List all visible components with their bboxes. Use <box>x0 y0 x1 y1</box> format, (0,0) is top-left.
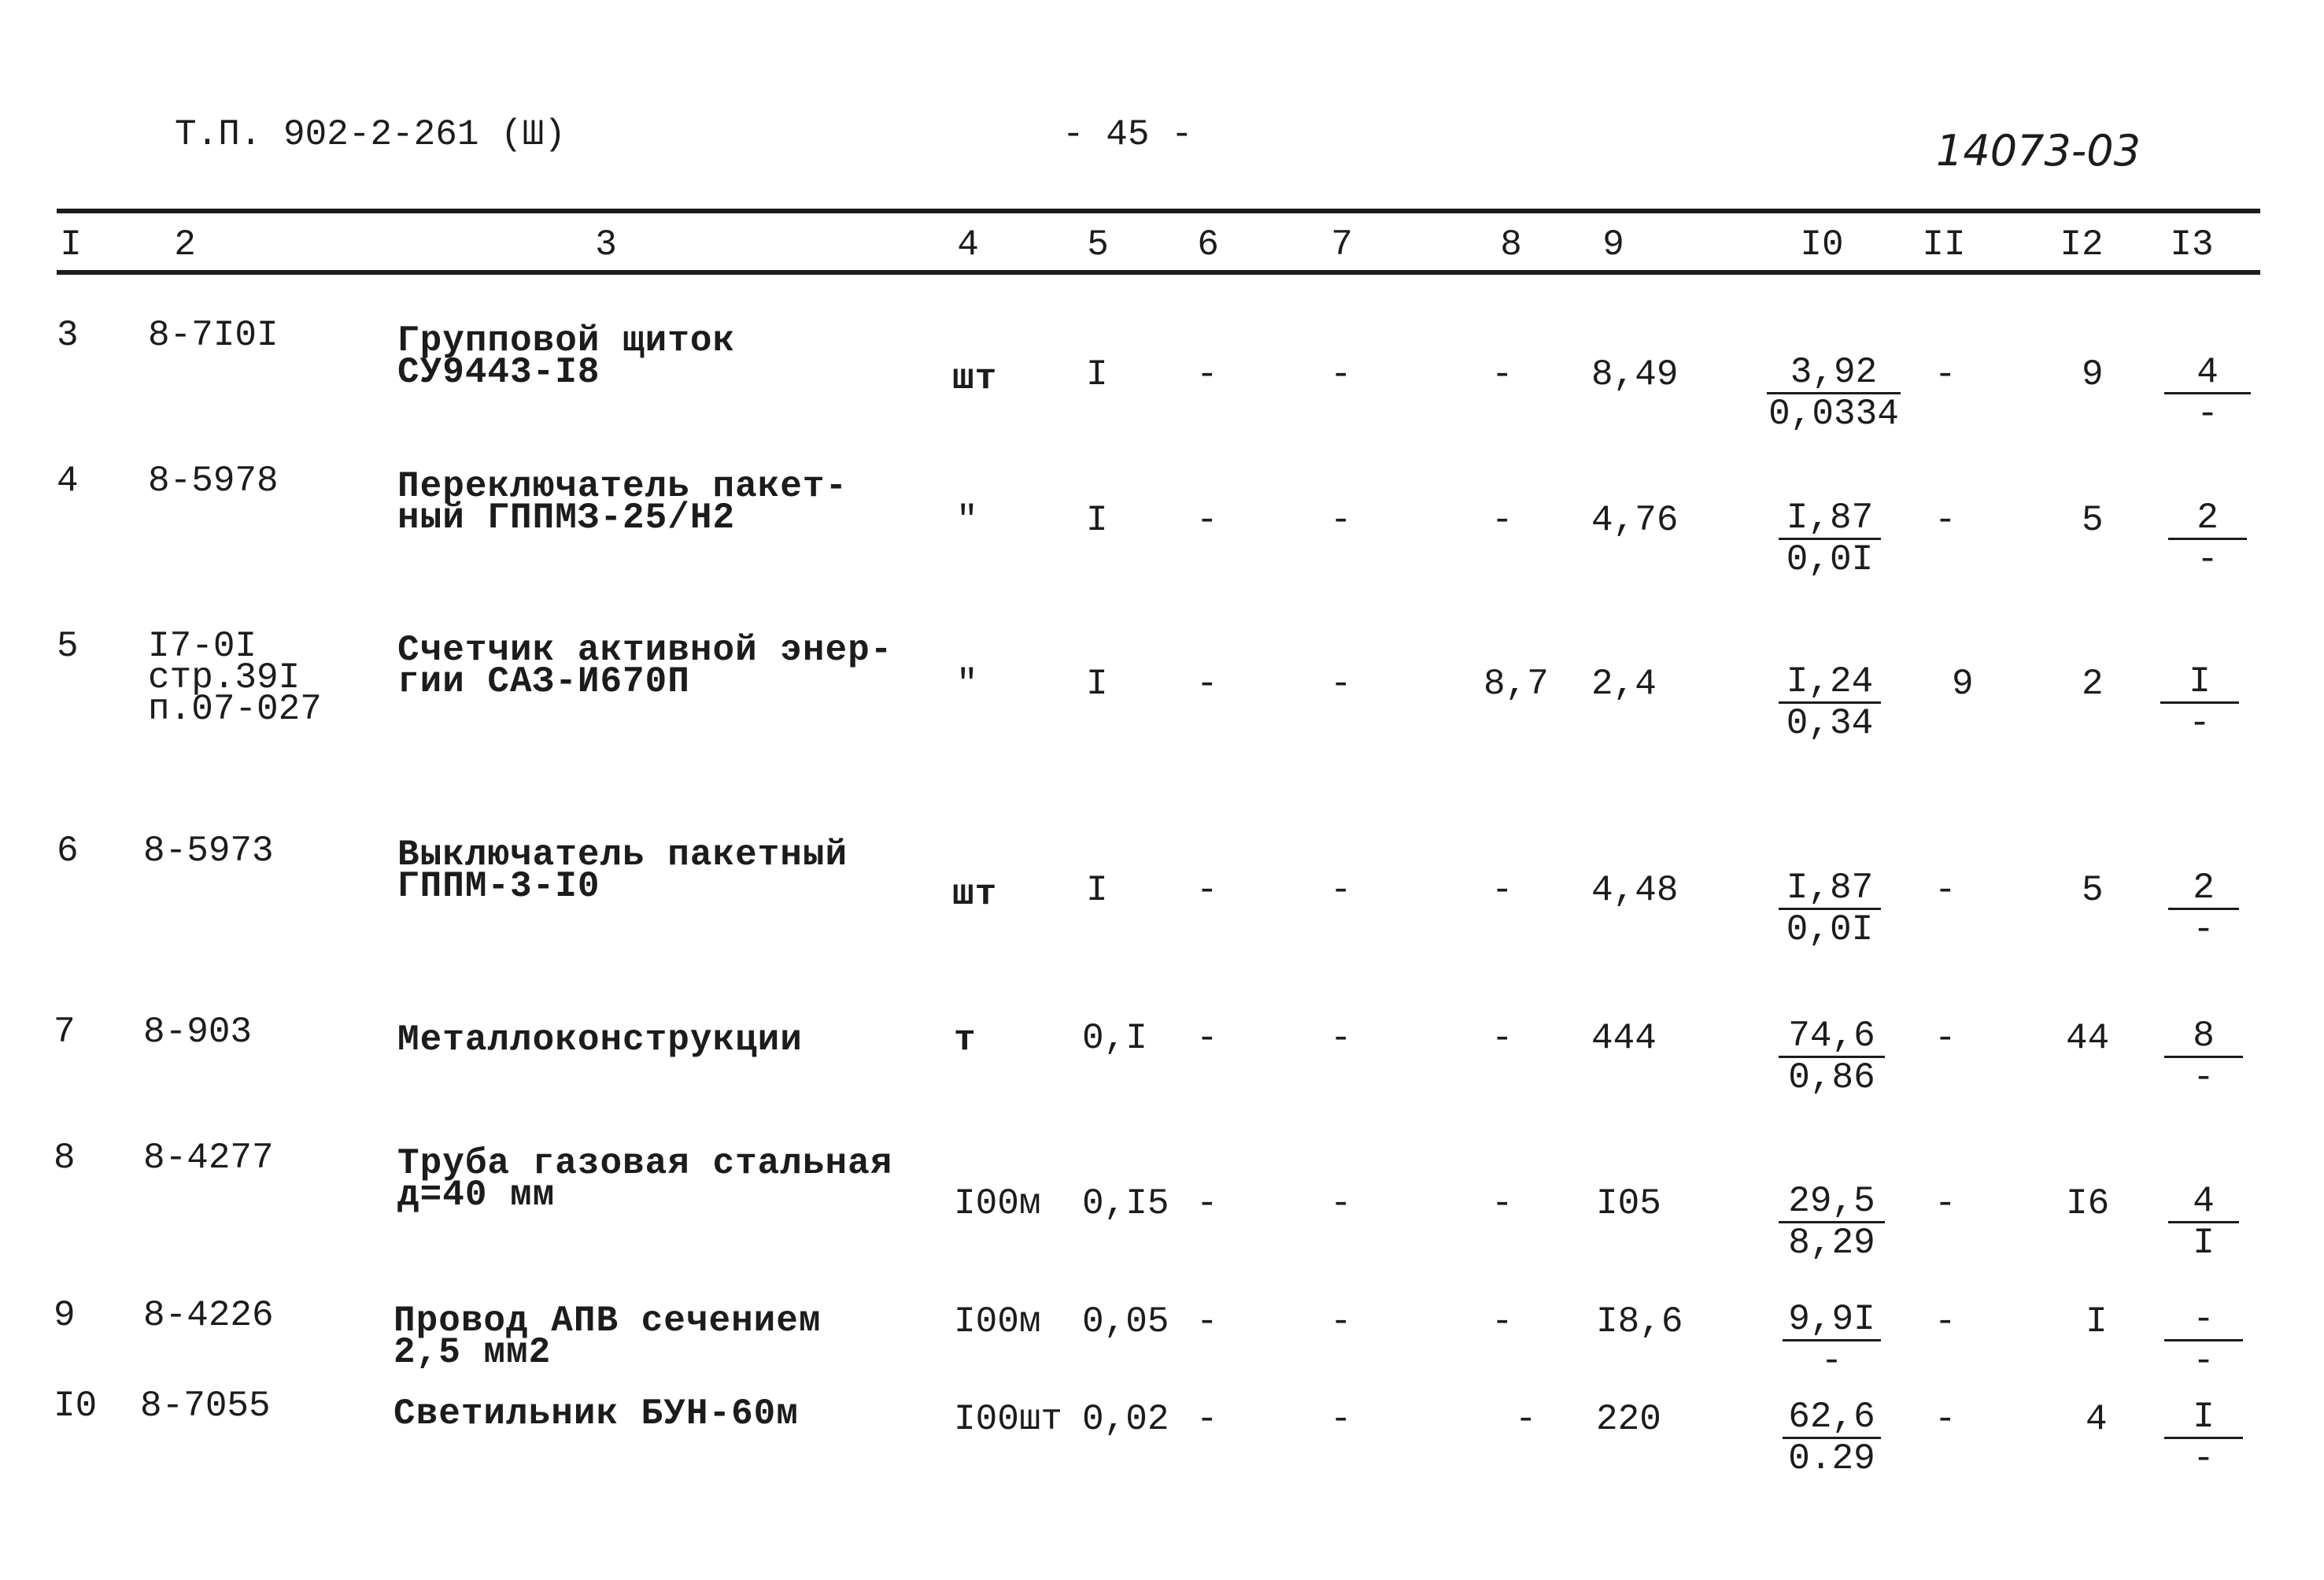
col8-value: - <box>1491 1018 1513 1059</box>
col12-value: 5 <box>2082 500 2104 541</box>
col10-numerator: 29,5 <box>1779 1183 1885 1223</box>
col12-value: I6 <box>2066 1183 2110 1224</box>
document-code: Т.П. 902-2-261 (Ш) <box>175 114 566 155</box>
col13-fraction <box>2160 661 2239 744</box>
quantity: I <box>1086 870 1108 911</box>
col8-value: 8,7 <box>1483 664 1549 705</box>
quantity: I <box>1086 664 1108 705</box>
norm-code: 8-7055 <box>140 1386 271 1426</box>
col10-fraction <box>1767 354 1901 434</box>
col8-value: - <box>1491 1301 1513 1342</box>
col13-numerator: I <box>2160 664 2239 704</box>
col11-value: - <box>1934 354 1956 395</box>
col12-value: 5 <box>2082 870 2104 911</box>
col6-value: - <box>1196 1183 1218 1224</box>
col10-denominator: - <box>1820 1341 1843 1382</box>
col13-numerator: 4 <box>2164 354 2251 394</box>
norm-code: 8-5978 <box>148 461 279 501</box>
column-header: I2 <box>2060 224 2104 265</box>
col13-numerator: 2 <box>2168 870 2239 910</box>
col9-value: 4,76 <box>1591 500 1679 541</box>
col13-denominator: I <box>2193 1223 2215 1264</box>
norm-code: 8-4277 <box>143 1138 274 1179</box>
item-name: ный ГППМЗ-25/Н2 <box>397 498 736 538</box>
column-header: 8 <box>1500 224 1522 265</box>
col13-denominator: - <box>2197 394 2219 435</box>
col13-numerator: 8 <box>2164 1018 2243 1058</box>
row-number: I0 <box>54 1386 98 1426</box>
column-header: 9 <box>1602 224 1624 265</box>
col13-fraction <box>2164 354 2251 434</box>
table-header-rule <box>57 270 2260 275</box>
col10-fraction <box>1779 500 1881 579</box>
col7-value: - <box>1330 500 1352 541</box>
col10-denominator: 0.29 <box>1788 1438 1875 1479</box>
col9-value: 2,4 <box>1591 664 1657 705</box>
col12-value: 4 <box>2086 1399 2108 1440</box>
col10-numerator: 3,92 <box>1767 354 1901 394</box>
column-header: 5 <box>1087 224 1109 265</box>
col8-value: - <box>1515 1399 1537 1440</box>
norm-code: 8-5973 <box>143 831 274 871</box>
row-number: 8 <box>54 1138 76 1179</box>
item-name: Труба газовая стальная <box>397 1143 893 1184</box>
col10-denominator: 0,0334 <box>1768 394 1899 435</box>
col7-value: - <box>1330 870 1352 911</box>
col11-value: - <box>1934 500 1956 541</box>
item-name: Металлоконструкции <box>397 1019 803 1060</box>
column-header: 2 <box>174 224 196 265</box>
col7-value: - <box>1330 1399 1352 1440</box>
col10-denominator: 0,0I <box>1786 539 1874 580</box>
col10-numerator: I,24 <box>1779 664 1881 704</box>
col10-numerator: 9,9I <box>1783 1301 1881 1341</box>
item-name: 2,5 мм2 <box>393 1332 552 1373</box>
col10-numerator: 74,6 <box>1779 1018 1885 1058</box>
row-number: 3 <box>57 315 79 356</box>
col12-value: 44 <box>2066 1018 2110 1059</box>
norm-code: 8-903 <box>143 1012 253 1053</box>
item-name: д=40 мм <box>397 1175 556 1216</box>
norm-code: стр.39I <box>148 657 301 698</box>
column-header: 3 <box>595 224 617 265</box>
col12-value: 2 <box>2082 664 2104 705</box>
col9-value: 220 <box>1596 1399 1661 1440</box>
item-name: Выключатель пакетный <box>397 834 848 875</box>
norm-code: п.07-027 <box>148 689 322 730</box>
col8-value: - <box>1491 500 1513 541</box>
col13-denominator: - <box>2193 1341 2215 1382</box>
col6-value: - <box>1196 354 1218 395</box>
col10-denominator: 0,0I <box>1786 909 1874 950</box>
col11-value: - <box>1934 1399 1956 1440</box>
col13-fraction <box>2168 500 2247 579</box>
col7-value: - <box>1330 664 1352 705</box>
col6-value: - <box>1196 1018 1218 1059</box>
unit: " <box>956 664 978 705</box>
norm-code: I7-0I <box>148 626 257 667</box>
col10-fraction <box>1779 661 1881 744</box>
column-header: 7 <box>1331 224 1353 265</box>
column-header: 6 <box>1197 224 1219 265</box>
row-number: 5 <box>57 626 79 667</box>
col9-value: I8,6 <box>1596 1301 1683 1342</box>
item-name: Провод АПВ сечением <box>393 1301 822 1341</box>
col9-value: 4,48 <box>1591 870 1679 911</box>
col7-value: - <box>1330 354 1352 395</box>
col11-value: 9 <box>1952 664 1974 705</box>
quantity: 0,02 <box>1082 1399 1169 1440</box>
quantity: 0,05 <box>1082 1301 1169 1342</box>
col13-fraction <box>2164 1018 2243 1097</box>
col10-denominator: 0,86 <box>1788 1057 1875 1098</box>
page-number: - 45 - <box>1062 114 1193 155</box>
col7-value: - <box>1330 1183 1352 1224</box>
col10-numerator: I,87 <box>1779 500 1881 540</box>
table-top-rule <box>57 209 2260 213</box>
unit: т <box>954 1019 977 1060</box>
col6-value: - <box>1196 500 1218 541</box>
col10-fraction <box>1783 1399 1881 1478</box>
quantity: I <box>1086 500 1108 541</box>
col13-fraction <box>2164 1399 2243 1478</box>
col13-numerator: I <box>2164 1399 2243 1439</box>
col13-fraction <box>2168 1183 2239 1263</box>
col11-value: - <box>1934 1183 1956 1224</box>
col9-value: 8,49 <box>1591 354 1679 395</box>
col13-denominator: - <box>2193 1438 2215 1479</box>
col13-fraction <box>2164 1301 2243 1381</box>
item-name: СУ9443-I8 <box>397 352 600 393</box>
stamp-number: 14073-03 <box>1936 126 2141 176</box>
col10-fraction <box>1779 1183 1885 1263</box>
col8-value: - <box>1491 870 1513 911</box>
unit: I00шт <box>954 1399 1063 1440</box>
column-header: 4 <box>957 224 979 265</box>
col11-value: - <box>1934 870 1956 911</box>
item-name: ГППМ-3-I0 <box>397 866 600 907</box>
col13-numerator: - <box>2164 1301 2243 1341</box>
col8-value: - <box>1491 354 1513 395</box>
col10-denominator: 8,29 <box>1788 1223 1875 1264</box>
col12-value: I <box>2086 1301 2108 1342</box>
column-header: I0 <box>1800 224 1844 265</box>
col13-numerator: 4 <box>2168 1183 2239 1223</box>
col13-denominator: - <box>2189 703 2211 744</box>
col10-fraction <box>1783 1301 1881 1381</box>
column-header: I3 <box>2170 224 2214 265</box>
unit: шт <box>952 874 998 915</box>
col6-value: - <box>1196 664 1218 705</box>
col10-fraction <box>1779 870 1881 949</box>
col13-fraction <box>2168 870 2239 949</box>
col10-fraction <box>1779 1018 1885 1097</box>
col10-numerator: I,87 <box>1779 870 1881 910</box>
col9-value: 444 <box>1591 1018 1657 1059</box>
col13-numerator: 2 <box>2168 500 2247 540</box>
col13-denominator: - <box>2193 909 2215 950</box>
col10-numerator: 62,6 <box>1783 1399 1881 1439</box>
col6-value: - <box>1196 1399 1218 1440</box>
column-header: I <box>60 224 82 265</box>
column-header: II <box>1922 224 1966 265</box>
unit: I00м <box>954 1301 1041 1342</box>
col9-value: I05 <box>1596 1183 1661 1224</box>
col11-value: - <box>1934 1018 1956 1059</box>
unit: шт <box>952 358 998 399</box>
col6-value: - <box>1196 1301 1218 1342</box>
item-name: Групповой щиток <box>397 320 736 361</box>
quantity: 0,I <box>1082 1018 1147 1059</box>
col13-denominator: - <box>2197 539 2219 580</box>
quantity: I <box>1086 354 1108 395</box>
col10-denominator: 0,34 <box>1786 703 1874 744</box>
col11-value: - <box>1934 1301 1956 1342</box>
col13-denominator: - <box>2193 1057 2215 1098</box>
norm-code: 8-7I0I <box>148 315 279 356</box>
item-name: Переключатель пакет- <box>397 466 848 507</box>
unit: " <box>956 500 978 541</box>
norm-code: 8-4226 <box>143 1295 274 1336</box>
row-number: 7 <box>54 1012 76 1053</box>
item-name: Светильник БУН-60м <box>393 1393 799 1434</box>
row-number: 4 <box>57 461 79 501</box>
row-number: 9 <box>54 1295 76 1336</box>
item-name: Счетчик активной энер- <box>397 630 893 671</box>
item-name: гии САЗ-И670П <box>397 661 690 702</box>
row-number: 6 <box>57 831 79 871</box>
col6-value: - <box>1196 870 1218 911</box>
col7-value: - <box>1330 1018 1352 1059</box>
unit: I00м <box>954 1183 1041 1224</box>
col12-value: 9 <box>2082 354 2104 395</box>
quantity: 0,I5 <box>1082 1183 1169 1224</box>
col7-value: - <box>1330 1301 1352 1342</box>
col8-value: - <box>1491 1183 1513 1224</box>
